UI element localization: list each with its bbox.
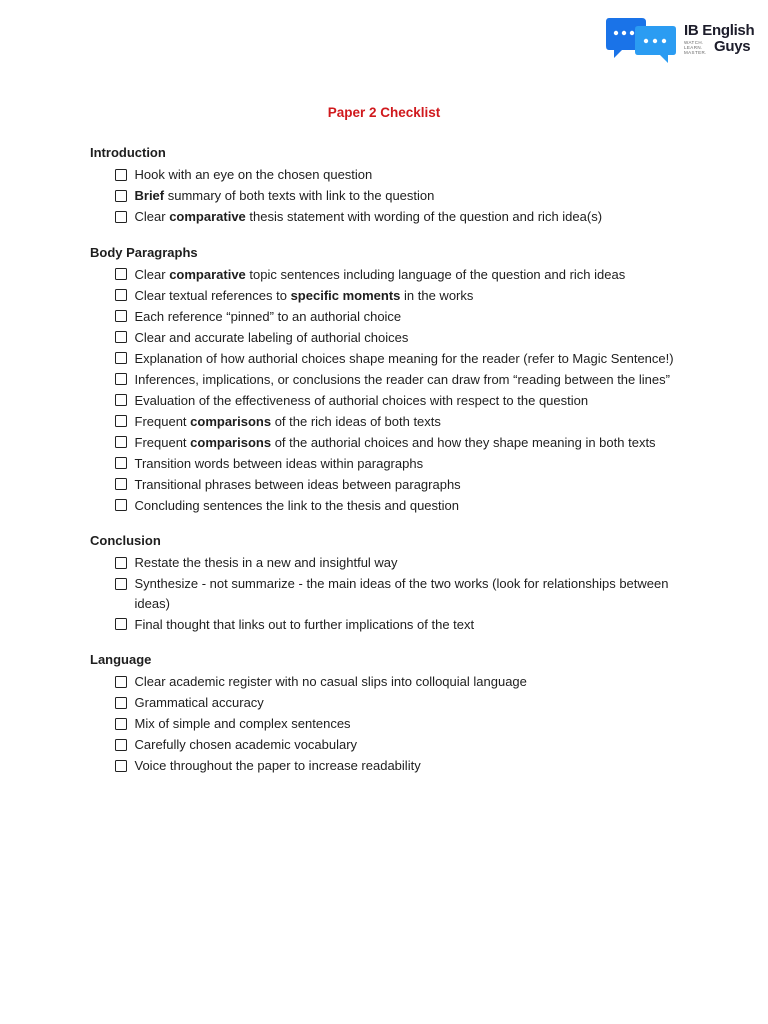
checklist-item-text <box>135 207 691 227</box>
checkbox[interactable] <box>115 557 127 569</box>
text-segment: Transition words between ideas within paragraphs <box>134 455 424 471</box>
checkbox[interactable] <box>115 578 127 590</box>
checklist-item <box>90 265 690 285</box>
checkbox[interactable] <box>115 499 127 511</box>
checklist-item <box>90 475 690 495</box>
checklist-item <box>90 307 690 327</box>
text-segment: Mix of simple and complex sentences <box>134 716 351 731</box>
checklist-item-text <box>135 475 691 495</box>
checkbox[interactable] <box>115 415 127 427</box>
text-segment: Clear and accurate labeling of authorial choices <box>134 329 409 345</box>
emphasized-text: specific moments <box>290 287 401 303</box>
checkbox[interactable] <box>115 169 127 181</box>
checkbox[interactable] <box>115 373 127 385</box>
text-segment: Each reference “pinned” to an authorial choice <box>134 308 402 324</box>
emphasized-text: Brief <box>134 188 165 203</box>
page-title: Paper 2 Checklist <box>327 105 441 120</box>
emphasized-text: comparisons <box>190 434 272 450</box>
text-segment: Frequent <box>134 413 191 429</box>
checklist-item <box>90 574 690 613</box>
checkbox[interactable] <box>115 211 127 223</box>
checklist-item-text <box>135 307 691 327</box>
checklist-item <box>90 496 690 516</box>
text-segment: Final thought that links out to further implications of the text <box>134 616 475 632</box>
brand-tagline-line: WATCH. <box>684 40 704 45</box>
text-segment: Hook with an eye on the chosen question <box>134 167 373 182</box>
checkbox[interactable] <box>115 718 127 730</box>
text-segment: Concluding sentences the link to the thesis and question <box>134 497 459 513</box>
checklist-section <box>90 145 690 227</box>
emphasized-text: comparative <box>169 209 246 224</box>
checklist-item <box>90 349 690 369</box>
text-segment: Transitional phrases between ideas between paragraphs <box>134 476 461 492</box>
brand-logo <box>606 18 756 70</box>
text-segment: thesis statement with wording of the question and rich idea(s) <box>245 209 603 224</box>
checkbox[interactable] <box>115 436 127 448</box>
checklist-item <box>90 553 690 573</box>
checklist-item <box>90 286 690 306</box>
checklist-item <box>90 186 690 206</box>
checkbox[interactable] <box>115 289 127 301</box>
text-segment: in the works <box>400 287 474 303</box>
checklist-section <box>90 245 690 516</box>
checklist-item-text <box>135 186 691 206</box>
checklist-item <box>90 370 690 390</box>
section-heading: Introduction <box>90 145 166 160</box>
checklist-item-text <box>135 349 691 369</box>
checklist-item-text <box>135 553 691 573</box>
text-segment: Explanation of how authorial choices shape meaning for the reader (refer to Magic Sentence!) <box>134 350 674 366</box>
checkbox[interactable] <box>115 394 127 406</box>
brand-wordmark <box>684 23 764 56</box>
text-segment: topic sentences including language of the question and rich ideas <box>245 266 626 282</box>
checkbox[interactable] <box>115 760 127 772</box>
text-segment: Clear academic register with no casual slips into colloquial language <box>134 674 527 689</box>
text-segment: summary of both texts with link to the question <box>164 188 435 203</box>
checklist-item <box>90 756 690 776</box>
checklist-item-text <box>135 735 691 755</box>
checklist-item-text <box>135 672 691 692</box>
checkbox[interactable] <box>115 268 127 280</box>
checklist-item-text <box>135 714 691 734</box>
emphasized-text: comparative <box>169 266 246 282</box>
checkbox[interactable] <box>115 331 127 343</box>
checkbox[interactable] <box>115 697 127 709</box>
section-heading: Conclusion <box>90 533 161 548</box>
checklist-item <box>90 207 690 227</box>
checklist-item <box>90 454 690 474</box>
checklist-item-text <box>135 433 691 453</box>
brand-tagline <box>684 40 707 55</box>
text-segment: of the authorial choices and how they shape meaning in both texts <box>271 434 656 450</box>
checklist-item-text <box>135 454 691 474</box>
checklist-section <box>90 533 690 634</box>
checkbox[interactable] <box>115 676 127 688</box>
checklist-item-text <box>135 370 691 390</box>
checklist-item <box>90 165 690 185</box>
text-segment: Grammatical accuracy <box>134 695 264 710</box>
checklist-item <box>90 615 690 635</box>
checklist-item-text <box>135 756 691 776</box>
section-heading: Body Paragraphs <box>90 244 198 260</box>
text-segment: Clear <box>134 266 170 282</box>
text-segment: Carefully chosen academic vocabulary <box>134 737 358 752</box>
checklist-item-text <box>135 265 691 285</box>
checklist-item-text <box>135 165 691 185</box>
checklist-item <box>90 735 690 755</box>
checklist-item-text <box>135 615 691 635</box>
checklist-item <box>90 433 690 453</box>
checklist-item-text <box>135 412 691 432</box>
checklist-item-text <box>135 328 691 348</box>
checklist-section <box>90 652 690 776</box>
checkbox[interactable] <box>115 618 127 630</box>
checklist-item <box>90 672 690 692</box>
checklist-item <box>90 714 690 734</box>
checkbox[interactable] <box>115 190 127 202</box>
text-segment: Evaluation of the effectiveness of authorial choices with respect to the question <box>134 392 589 408</box>
checkbox[interactable] <box>115 457 127 469</box>
checkbox[interactable] <box>115 352 127 364</box>
checkbox[interactable] <box>115 739 127 751</box>
text-segment: Inferences, implications, or conclusions the reader can draw from “reading between the lines” <box>134 371 670 387</box>
checklist-item <box>90 391 690 411</box>
text-segment: Frequent <box>134 434 191 450</box>
brand-tagline-line: LEARN. <box>684 45 703 50</box>
checklist-item <box>90 328 690 348</box>
checklist-item <box>90 693 690 713</box>
brand-tagline-line: MASTER. <box>684 50 707 55</box>
text-segment: Voice throughout the paper to increase readability <box>134 758 421 773</box>
chat-bubbles-icon <box>606 18 682 70</box>
checklist-item-text <box>135 496 691 516</box>
brand-line2: Guys <box>714 38 751 55</box>
checkbox[interactable] <box>115 478 127 490</box>
text-segment: Restate the thesis in a new and insightful way <box>134 555 398 570</box>
section-heading: Language <box>90 652 152 667</box>
text-segment: Clear <box>134 209 170 224</box>
text-segment: Synthesize - not summarize - the main ideas of the two works (look for relationships between ideas) <box>134 576 673 611</box>
emphasized-text: comparisons <box>190 413 272 429</box>
checklist-body <box>90 145 690 794</box>
checkbox[interactable] <box>115 310 127 322</box>
checklist-item <box>90 412 690 432</box>
text-segment: Clear textual references to <box>134 287 291 303</box>
checklist-item-text <box>135 391 691 411</box>
checklist-item-text <box>135 286 691 306</box>
brand-line1: IB English <box>684 22 755 39</box>
text-segment: of the rich ideas of both texts <box>271 413 441 429</box>
checklist-item-text <box>135 693 691 713</box>
checklist-item-text <box>135 574 691 613</box>
